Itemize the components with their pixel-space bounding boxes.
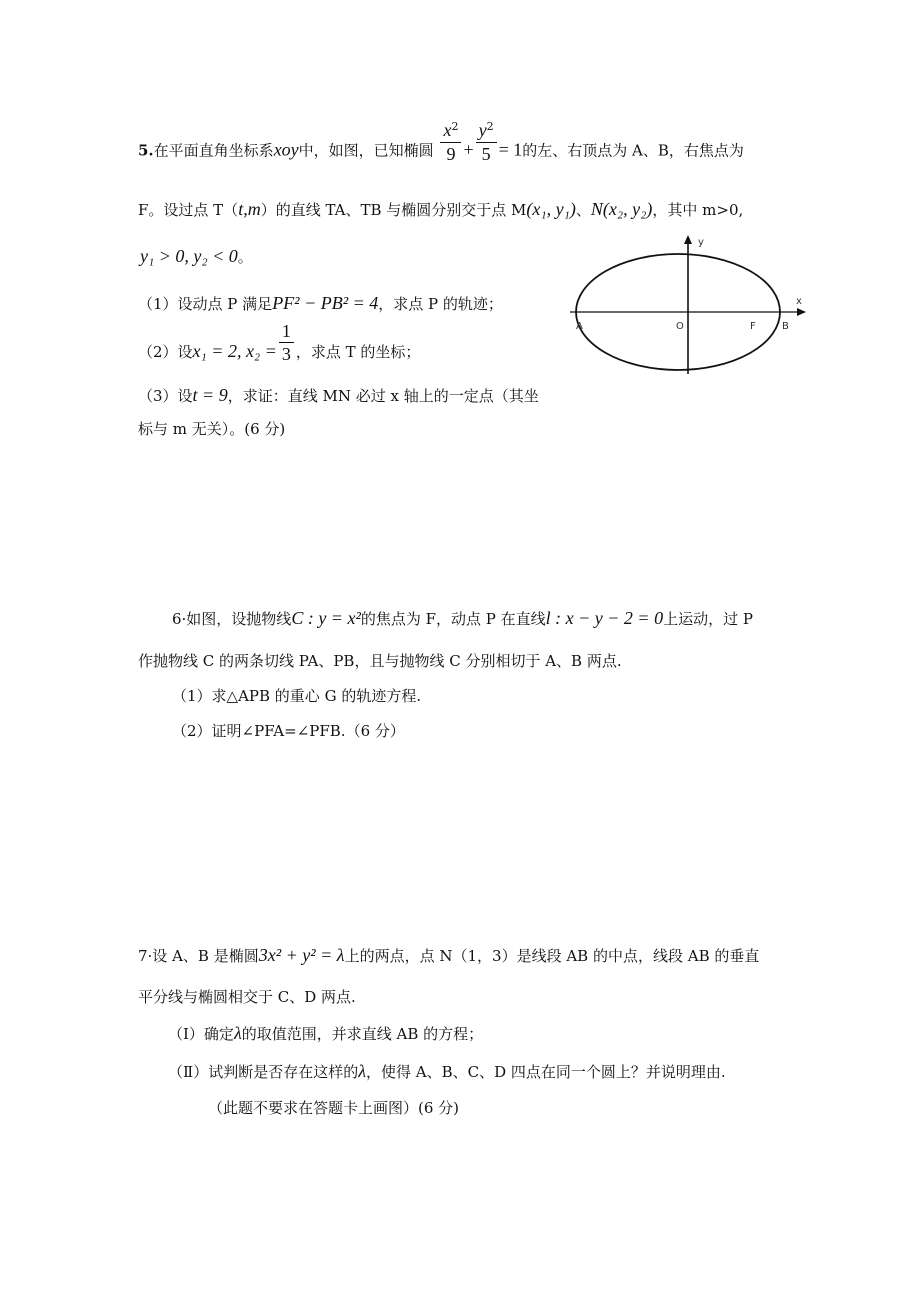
q5-part1 [138, 292, 503, 315]
q5-number: 5. [138, 141, 154, 160]
q5-line2-a: F。设过点 T（ [138, 201, 239, 219]
q5-mid: 中，如图，已知椭圆 [298, 141, 434, 160]
q5-eq-rhs: = 1 [498, 139, 523, 160]
label-x: x [796, 296, 802, 307]
q5-line2 [138, 198, 743, 221]
q6-part2-text: （2）证明∠PFA=∠PFB.（6 分） [172, 722, 405, 740]
q5-frac-x: $\frac{x^2}{9}$ [440, 116, 461, 165]
q5-line1: 5.在平面直角坐标系xoy中，如图，已知椭圆 $\frac{x^2}{9}$ + $\frac{y^2}{5}$ = 1的左、右顶点为 A、B，右焦点为 [138, 138, 744, 165]
q6-line2-text: 作抛物线 C 的两条切线 PA、PB，且与抛物线 C 分别相切于 A、B 两点. [138, 652, 622, 670]
q5-coord-sys: xoy [273, 139, 299, 160]
q6-line1-a: 6·如图，设抛物线 [172, 610, 292, 628]
label-y: y [698, 237, 704, 248]
q5-part2-frac [279, 320, 294, 365]
q5-line2-c: 、 [575, 201, 591, 219]
q6-line2 [138, 650, 622, 672]
q7-line1-b: 上的两点，点 N（1，3）是线段 AB 的中点，线段 AB 的垂直 [344, 947, 760, 965]
q5-line3-eq: y₁ > 0, y₂ < 0 [140, 246, 238, 266]
q5-point-t: t,m [238, 199, 261, 219]
q5-part1-eq: PF² − PB² = 4 [272, 293, 379, 313]
q5-part3-c: 标与 m 无关）。(6 分) [138, 420, 286, 438]
q7-part2-lambda: λ [358, 1061, 366, 1081]
q5-part2-eq: x₁ = 2, x₂ = [192, 341, 277, 361]
ellipse-figure [566, 232, 810, 380]
q5-part2-den: 3 [281, 343, 291, 364]
q5-line2-d: ，其中 m>0, [652, 201, 744, 219]
q6-line1-c: 上运动，过 P [663, 610, 753, 628]
q5-line2-b: ）的直线 TA、TB 与椭圆分别交于点 M [260, 201, 527, 219]
q5-frac-x-den: 9 [446, 144, 456, 164]
q5-frac-y-den: 5 [481, 144, 491, 164]
q7-part2-a: （Ⅱ）试判断是否存在这样的 [168, 1063, 359, 1081]
label-b: B [782, 321, 789, 332]
q7-note [208, 1097, 459, 1119]
q6-part1-text: （1）求△APB 的重心 G 的轨迹方程. [172, 687, 422, 705]
q5-part3-b: ，求证：直线 MN 必过 x 轴上的一定点（其坐 [227, 387, 539, 405]
q5-part3 [138, 384, 539, 407]
q5-part2-b: ，求点 T 的坐标； [295, 343, 421, 361]
q7-part2-b: ，使得 A、B、C、D 四点在同一个圆上？并说明理由. [366, 1063, 726, 1081]
q5-point-m: (x₁, y₁) [526, 199, 576, 219]
q5-part2-a: （2）设 [138, 343, 193, 361]
q7-part1-lambda: λ [233, 1023, 242, 1043]
q5-part1-a: （1）设动点 P 满足 [138, 295, 273, 313]
q5-frac-y: $\frac{y^2}{5}$ [476, 116, 497, 165]
q7-part2 [168, 1060, 726, 1083]
q7-ellipse: 3x² + y² = λ [258, 945, 345, 965]
q5-part3-cont [138, 418, 285, 440]
q5-tail1: 的左、右顶点为 A、B，右焦点为 [522, 141, 744, 160]
q5-part3-eq: t = 9 [192, 385, 228, 405]
q5-part1-b: ，求点 P 的轨迹； [378, 295, 503, 313]
q6-part2 [172, 720, 405, 742]
q5-part2 [138, 320, 421, 365]
q7-part1-b: 的取值范围，并求直线 AB 的方程； [241, 1025, 484, 1043]
q5-point-n: N(x₂, y₂) [590, 199, 653, 219]
q5-frac-y-num: y [478, 120, 487, 140]
q6-line1-b: 的焦点为 F，动点 P 在直线 [360, 610, 546, 628]
q5-part2-num: 1 [279, 320, 294, 343]
y-axis-arrow-icon [684, 235, 692, 244]
label-f: F [750, 321, 756, 332]
q5-intro: 在平面直角坐标系 [153, 141, 274, 160]
q7-line1 [138, 944, 759, 967]
q7-note-text: （此题不要求在答题卡上画图）(6 分) [208, 1099, 460, 1117]
q6-curve: C : y = x² [291, 608, 361, 628]
q6-line-l: l : x − y − 2 = 0 [545, 608, 664, 628]
q7-part1 [168, 1022, 483, 1045]
label-a: A [576, 321, 583, 332]
q7-line2-text: 平分线与椭圆相交于 C、D 两点. [138, 988, 356, 1006]
q6-part1 [172, 685, 421, 707]
label-o: O [676, 321, 684, 332]
x-axis-arrow-icon [797, 308, 806, 316]
q7-line1-a: 7·设 A、B 是椭圆 [138, 947, 259, 965]
q7-line2 [138, 986, 356, 1008]
q5-line3-end: 。 [237, 248, 253, 266]
q5-frac-x-num: x [443, 120, 452, 140]
q5-part3-a: （3）设 [138, 387, 193, 405]
q6-line1 [172, 607, 753, 630]
q5-line3 [140, 245, 253, 268]
q7-part1-a: （Ⅰ）确定 [168, 1025, 234, 1043]
